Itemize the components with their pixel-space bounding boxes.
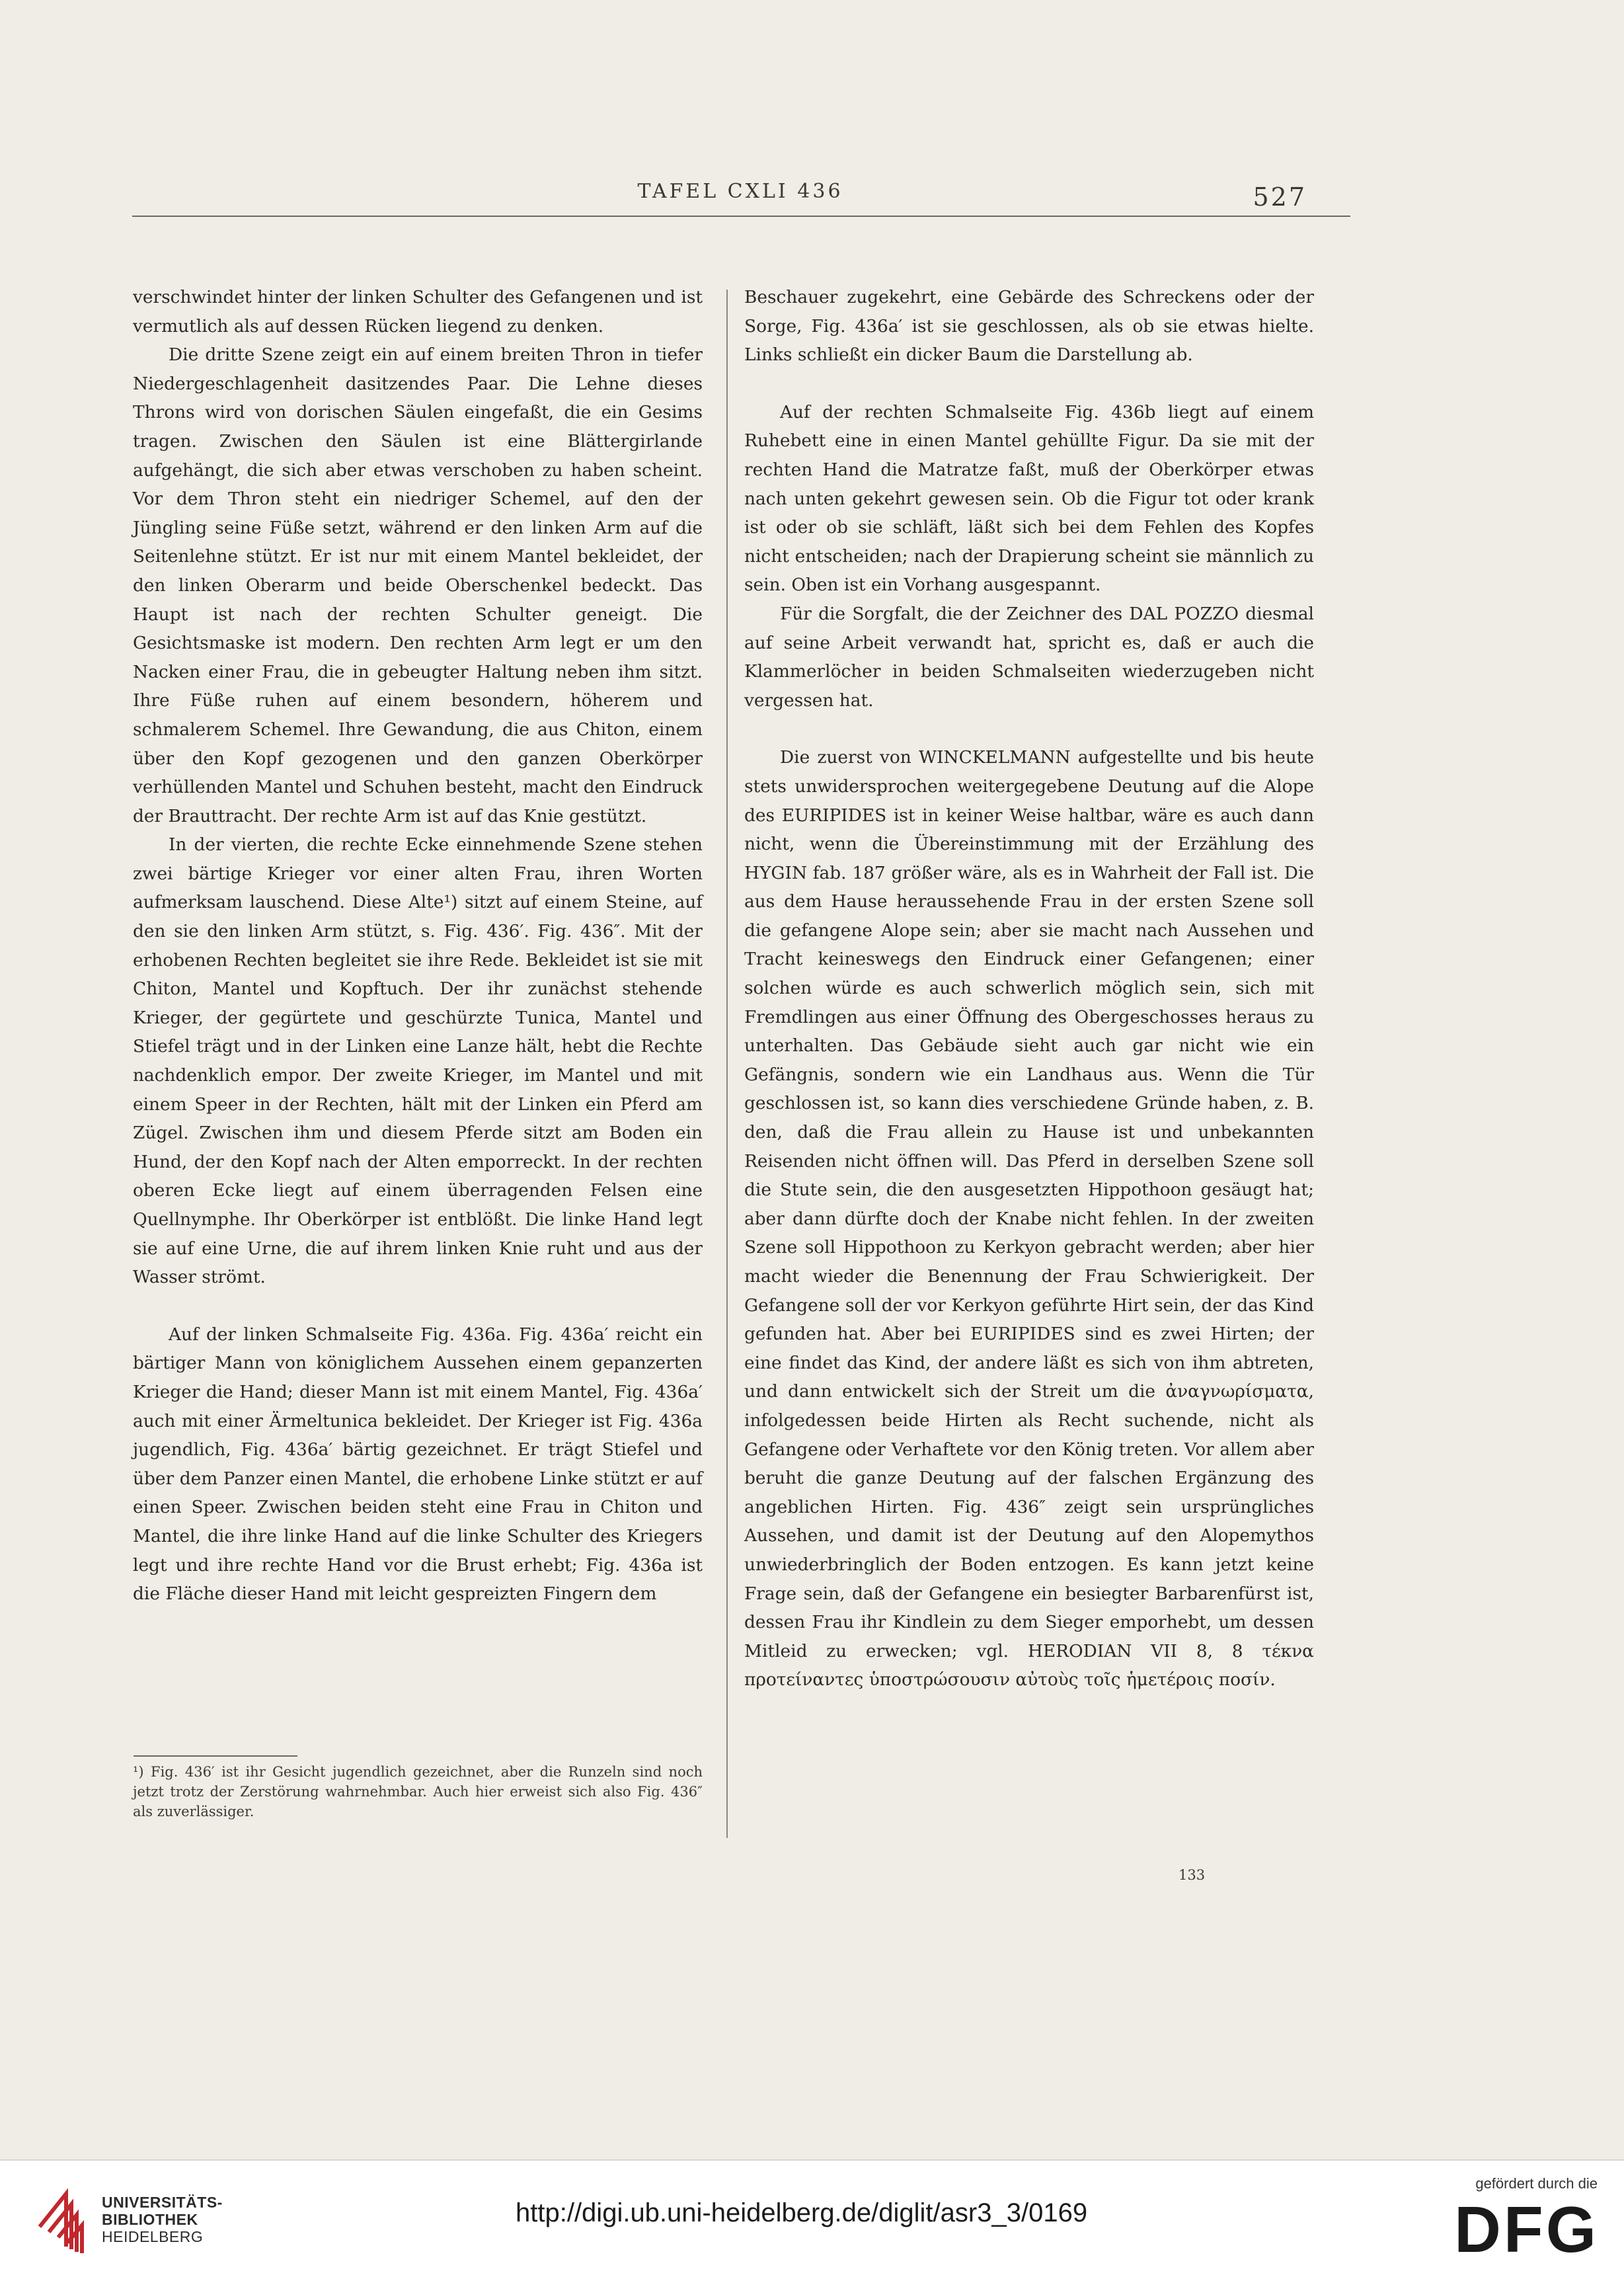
paragraph: Die zuerst von WINCKELMANN aufgestellte und bis heute stets unwidersprochen weitergegebene Deutung auf die Alope des EURIPIDES ist in keiner Weise haltbar, wäre es auch dann nicht, wenn die Übereinstimmung mit der Erzählung des HYGIN fab. 187 größer wäre, als es in Wahrheit der Fall ist. Die aus dem Hause heraussehende Frau in der ersten Szene soll die gefangene Alope sein; aber sie macht nach Aussehen und Tracht keineswegs den Eindruck einer Gefangenen; einer solchen würde es auch schwerlich möglich sein, sich mit Fremdlingen aus einer Öffnung des Obergeschosses heraus zu unterhalten. Das Gebäude sieht auch gar nicht wie ein Gefängnis, sondern wie ein Landhaus aus. Wenn die Tür geschlossen ist, so kann dies verschiedene Gründe haben, z. B. den, daß die Frau allein zu Hause ist und unbekannten Reisenden nicht öffnen will. Das Pferd in derselben Szene soll die Stute sein, die den ausgesetzten Hippothoon gesäugt hat; aber dann dürfte doch der Knabe nicht fehlen. In der zweiten Szene soll Hippothoon zu Kerkyon gebracht werden; aber hier macht wieder die Benennung der Frau Schwierigkeit. Der Gefangene soll der vor Kerkyon geführte Hirt sein, der das Kind gefunden hat. Aber bei EURIPIDES sind es zwei Hirten; der eine findet das Kind, der andere läßt es sich von ihm abtreten, und dann entwickelt sich der Streit um die ἀναγνωρίσματα, infolgedessen beide Hirten als Recht suchende, nicht als Gefangene oder Verhaftete vor den König treten. Vor allem aber beruht die ganze Deutung auf der falschen Ergänzung des angeblichen Hirten. Fig. 436″ zeigt sein ursprüngliches Aussehen, und damit ist der Deutung auf den Alopemythos unwiederbringlich der Boden entzogen. Es kann jetzt keine Frage sein, daß der Gefangene ein besiegter Barbarenfürst ist, dessen Frau ihr Kindlein zu dem Sieger emporhebt, um dessen Mitleid zu erwecken; vgl. HERODIAN VII 8, 8 τέκνα προτείναντες ὑποστρώσουσιν αὐτοὺς τοῖς ἡμετέροις ποσίν. <box>744 747 1314 1691</box>
permalink-url[interactable]: http://digi.ub.uni-heidelberg.de/diglit/asr3_3/0169 <box>516 2198 1088 2227</box>
left-column <box>133 283 703 1609</box>
library-name <box>102 2194 223 2245</box>
right-column <box>744 283 1314 1695</box>
paragraph: Für die Sorgfalt, die der Zeichner des DAL POZZO diesmal auf seine Arbeit verwandt hat, spricht es, daß er auch die Klammerlöcher in beiden Schmalseiten wiederzugeben nicht vergessen hat. <box>744 603 1314 711</box>
paragraph: Beschauer zugekehrt, eine Gebärde des Schreckens oder der Sorge, Fig. 436a′ ist sie geschlossen, als ob sie etwas hielte. Links schließt ein dicker Baum die Darstellung ab. <box>744 287 1314 366</box>
paragraph: Auf der rechten Schmalseite Fig. 436b liegt auf einem Ruhebett eine in einen Mantel gehüllte Figur. Da sie mit der rechten Hand die Matratze faßt, muß der Oberkörper etwas nach unten gekehrt gewesen sein. Ob die Figur tot oder krank ist oder ob sie schläft, läßt sich bei dem Fehlen des Kopfes nicht entscheiden; nach der Drapierung scheint sie männlich zu sein. Oben ist ein Vorhang ausgespannt. <box>744 401 1314 596</box>
library-name-line: HEIDELBERG <box>102 2228 204 2245</box>
column-divider <box>726 290 728 1838</box>
paragraph: Auf der linken Schmalseite Fig. 436a. Fig. 436a′ reicht ein bärtiger Mann von königlichem Aussehen einem gepanzerten Krieger die Hand; dieser Mann ist mit einem Mantel, Fig. 436a′ auch mit einer Ärmeltunica bekleidet. Der Krieger ist Fig. 436a jugendlich, Fig. 436a′ bärtig gezeichnet. Er trägt Stiefel und über dem Panzer einen Mantel, die erhobene Linke stützt er auf einen Speer. Zwischen beiden steht eine Frau in Chiton und Mantel, die ihre linke Hand auf die linke Schulter des Kriegers legt und ihre rechte Hand vor die Brust erhebt; Fig. 436a ist die Fläche dieser Hand mit leicht gespreizten Fingern dem <box>133 1324 703 1605</box>
page-number: 527 <box>1253 182 1307 212</box>
dfg-logo: DFG <box>1454 2193 1599 2266</box>
library-name-line: UNIVERSITÄTS- <box>102 2194 223 2211</box>
funded-by-label: gefördert durch die <box>1475 2175 1598 2192</box>
signature-mark: 133 <box>1179 1867 1206 1883</box>
paragraph: Die dritte Szene zeigt ein auf einem breiten Thron in tiefer Niedergeschlagenheit dasitzendes Paar. Die Lehne dieses Throns wird von dorischen Säulen eingefaßt, die ein Gesims tragen. Zwischen den Säulen ist eine Blättergirlande aufgehängt, die sich aber etwas verschoben zu haben scheint. Vor dem Thron steht ein niedriger Schemel, auf den der Jüngling seine Füße setzt, während er den linken Arm auf die Seitenlehne stützt. Er ist nur mit einem Mantel bekleidet, der den linken Oberarm und beide Oberschenkel bedeckt. Das Haupt ist nach der rechten Schulter geneigt. Die Gesichtsmaske ist modern. Den rechten Arm legt er um den Nacken einer Frau, die in gebeugter Haltung neben ihm sitzt. Ihre Füße ruhen auf einem besondern, höherem und schmalerem Schemel. Ihre Gewandung, die aus Chiton, einem über den Kopf gezogenen und den ganzen Oberkörper verhüllenden Mantel und Schuhen besteht, macht den Eindruck der Brauttracht. Der rechte Arm ist auf das Knie gestützt. <box>133 344 703 826</box>
header-rule <box>132 216 1350 217</box>
footnote: ¹) Fig. 436′ ist ihr Gesicht jugendlich gezeichnet, aber die Runzeln sind noch jetzt trotz der Zerstörung wahrnehmbar. Auch hier erweist sich also Fig. 436″ als zuverlässiger. <box>133 1764 703 1819</box>
paragraph: In der vierten, die rechte Ecke einnehmende Szene stehen zwei bärtige Krieger vor einer alten Frau, ihren Worten aufmerksam lauschend. Diese Alte¹) sitzt auf einem Steine, auf den sie den linken Arm stützt, s. Fig. 436′. Fig. 436″. Mit der erhobenen Rechten begleitet sie ihre Rede. Bekleidet ist sie mit Chiton, Mantel und Kopftuch. Der ihr zunächst stehende Krieger, der gegürtete und geschürzte Tunica, Mantel und Stiefel trägt und in der Linken eine Lanze hält, hebt die Rechte nachdenklich empor. Der zweite Krieger, im Mantel und mit einem Speer in der Rechten, hält mit der Linken ein Pferd am Zügel. Zwischen ihm und diesem Pferde sitzt am Boden ein Hund, der den Kopf nach der Alten emporreckt. In der rechten oberen Ecke liegt auf einem überragenden Felsen eine Quellnymphe. Ihr Oberkörper ist entblößt. Die linke Hand legt sie auf eine Urne, die auf ihrem linken Knie ruht und aus der Wasser strömt. <box>133 834 703 1288</box>
paragraph: verschwindet hinter der linken Schulter des Gefangenen und ist vermutlich als auf dessen Rücken liegend zu denken. <box>133 287 703 337</box>
library-name-line: BIBLIOTHEK <box>102 2211 198 2228</box>
library-logo-icon <box>33 2180 94 2255</box>
running-head: TAFEL CXLI 436 <box>637 180 843 203</box>
footnote-rule <box>134 1755 297 1757</box>
